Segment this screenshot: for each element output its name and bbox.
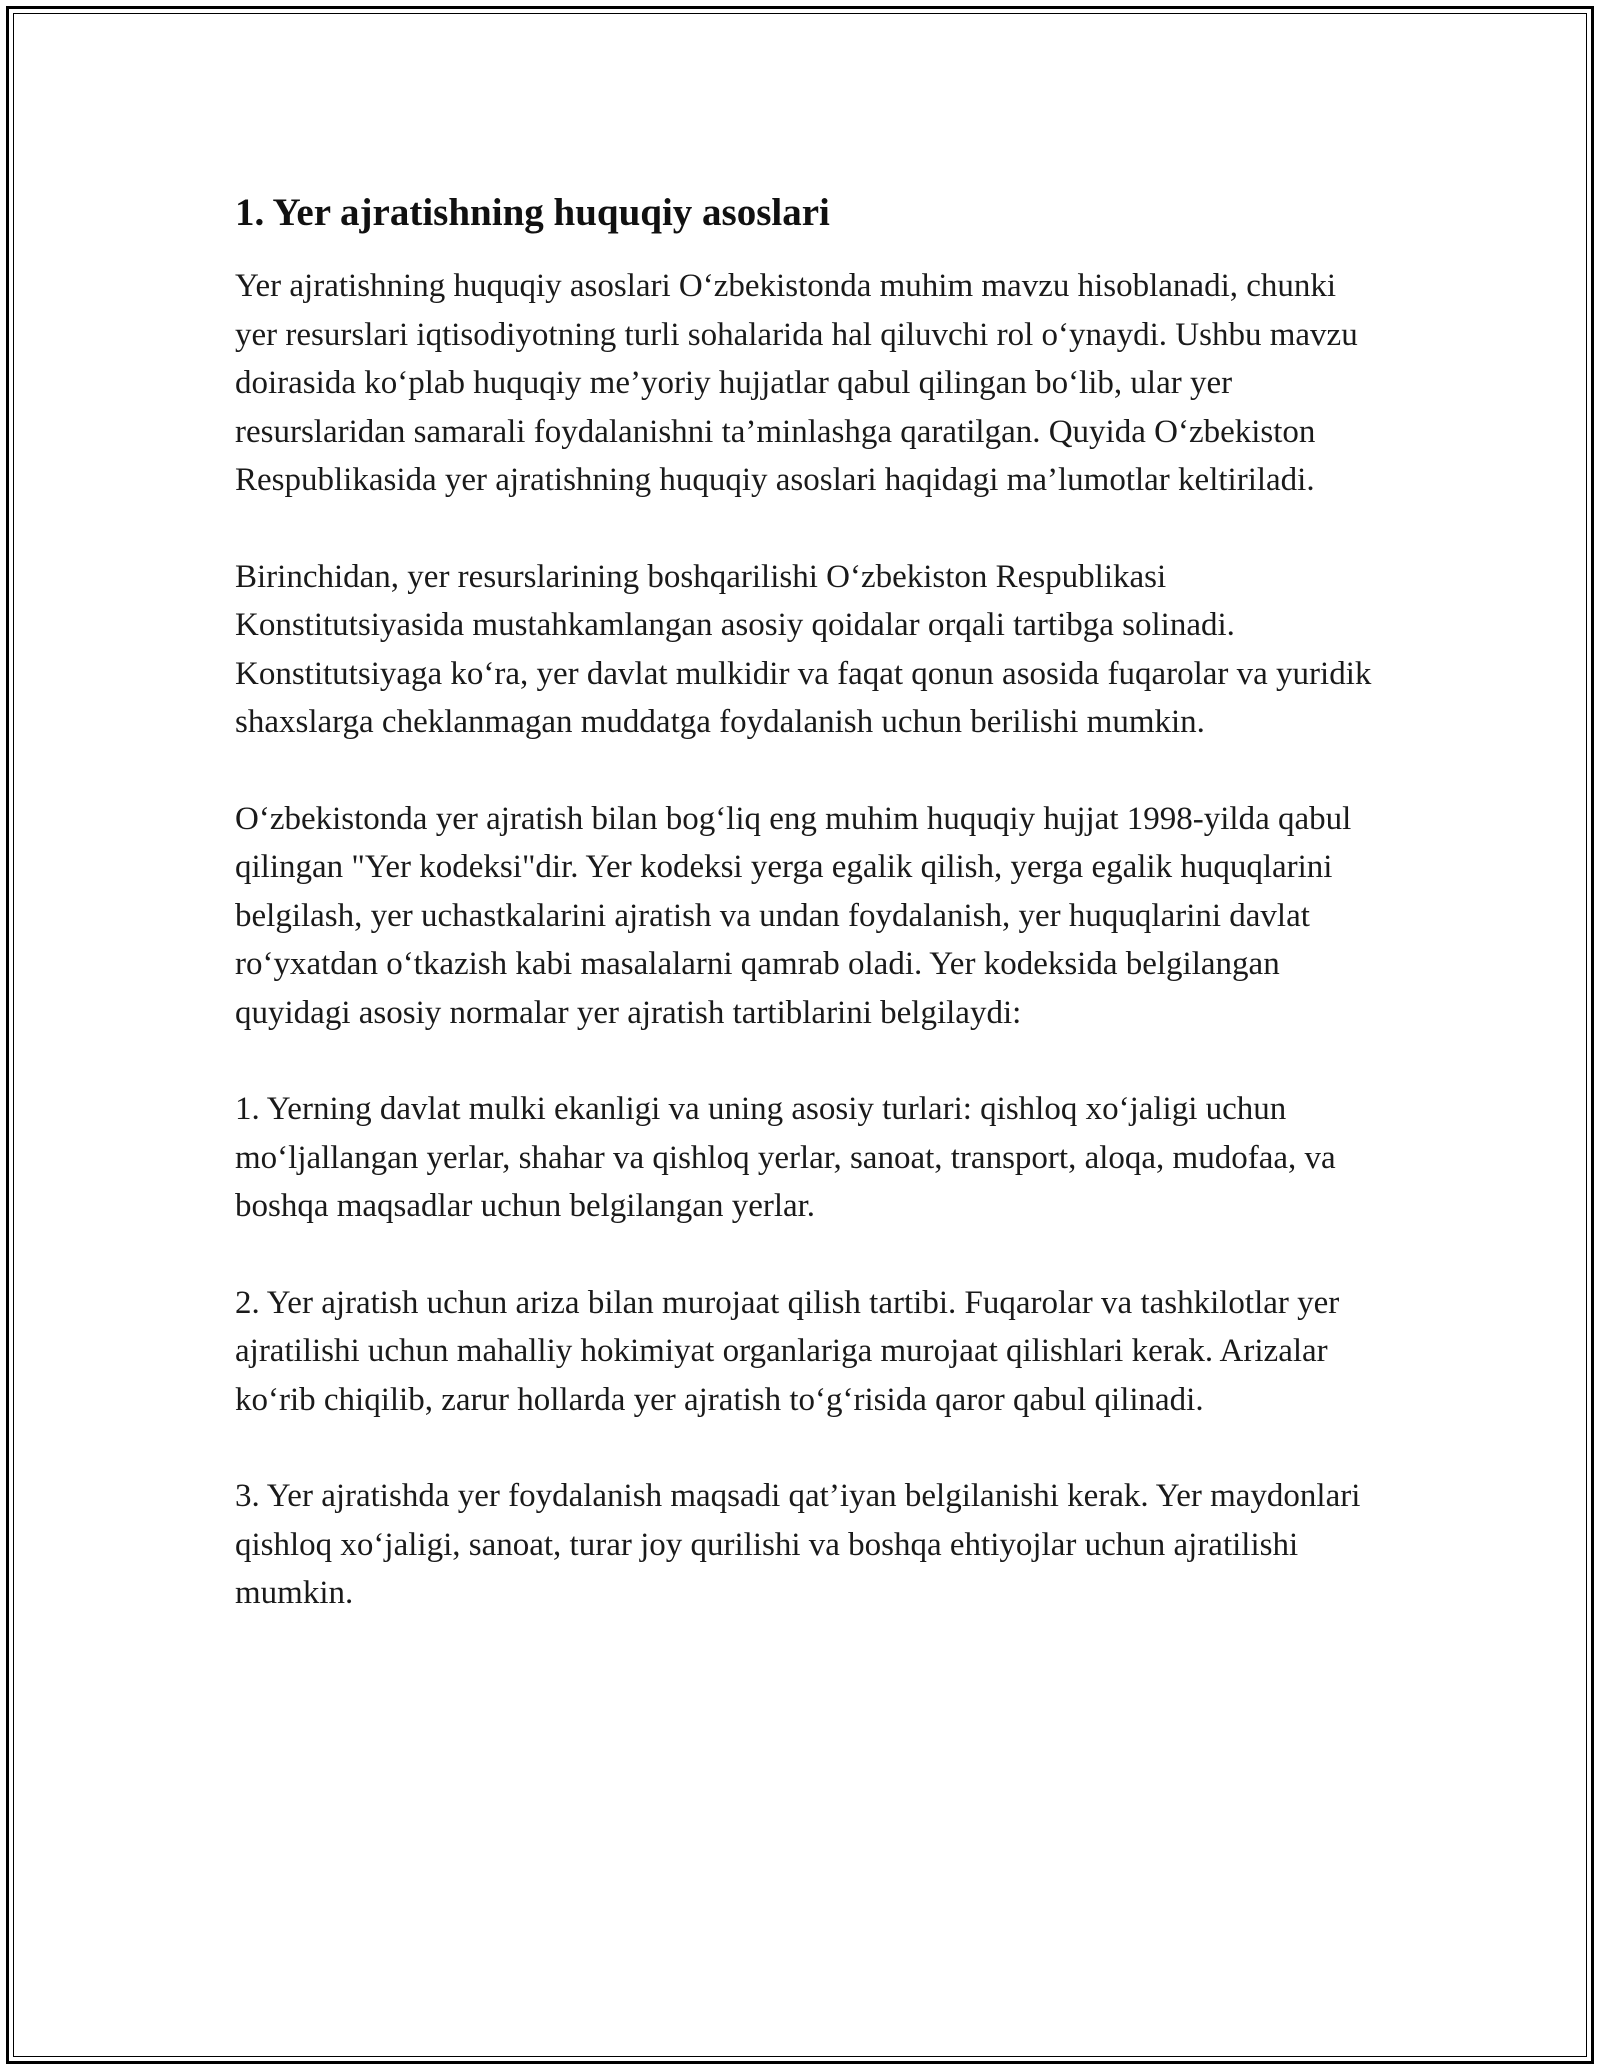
- document-body: [235, 188, 1375, 1666]
- section-heading: 1. Yer ajratishning huquqiy asoslari: [235, 191, 830, 234]
- paragraph-intro: Yer ajratishning huquqiy asoslari O‘zbekistonda muhim mavzu hisoblanadi, chunki yer resurslari iqtisodiyotning turli sohalarida hal qiluvchi rol o‘ynaydi. Ushbu mavzu doirasida ko‘plab huquqiy me’yoriy hujjatlar qabul qilingan bo‘lib, ular yer resurslaridan samarali foydalanishni ta’minlashga qaratilgan. Quyida O‘zbekiston Respublikasida yer ajratishning huquqiy asoslari haqidagi ma’lumotlar keltiriladi.: [235, 268, 1358, 498]
- list-item-1: 1. Yerning davlat mulki ekanligi va uning asosiy turlari: qishloq xo‘jaligi uchun mo‘ljallangan yerlar, shahar va qishloq yerlar, sanoat, transport, aloqa, mudofaa, va boshqa maqsadlar uchun belgilangan yerlar.: [235, 1091, 1336, 1224]
- list-item-2: 2. Yer ajratish uchun ariza bilan murojaat qilish tartibi. Fuqarolar va tashkilotlar yer ajratilishi uchun mahalliy hokimiyat organlariga murojaat qilishlari kerak. Arizalar ko‘rib chiqilib, zarur hollarda yer ajratish to‘g‘risida qaror qabul qilinadi.: [235, 1284, 1340, 1418]
- list-item-3: 3. Yer ajratishda yer foydalanish maqsadi qat’iyan belgilanishi kerak. Yer maydonlari qishloq xo‘jaligi, sanoat, turar joy qurilishi va boshqa ehtiyojlar uchun ajratilishi mumkin.: [235, 1478, 1361, 1611]
- paragraph-land-code: O‘zbekistonda yer ajratish bilan bog‘liq eng muhim huquqiy hujjat 1998-yilda qabul qilingan "Yer kodeksi"dir. Yer kodeksi yerga egalik qilish, yerga egalik huquqlarini belgilash, yer uchastkalarini ajratish va undan foydalanish, yer huquqlarini davlat ro‘yxatdan o‘tkazish kabi masalalarni qamrab oladi. Yer kodeksida belgilangan quyidagi asosiy normalar yer ajratish tartiblarini belgilaydi:: [235, 800, 1352, 1031]
- paragraph-constitution: Birinchidan, yer resurslarining boshqarilishi O‘zbekiston Respublikasi Konstitutsiyasida mustahkamlangan asosiy qoidalar orqali tartibga solinadi. Konstitutsiyaga ko‘ra, yer davlat mulkidir va faqat qonun asosida fuqarolar va yuridik shaxslarga cheklanmagan muddatga foydalanish uchun berilishi mumkin.: [235, 558, 1372, 740]
